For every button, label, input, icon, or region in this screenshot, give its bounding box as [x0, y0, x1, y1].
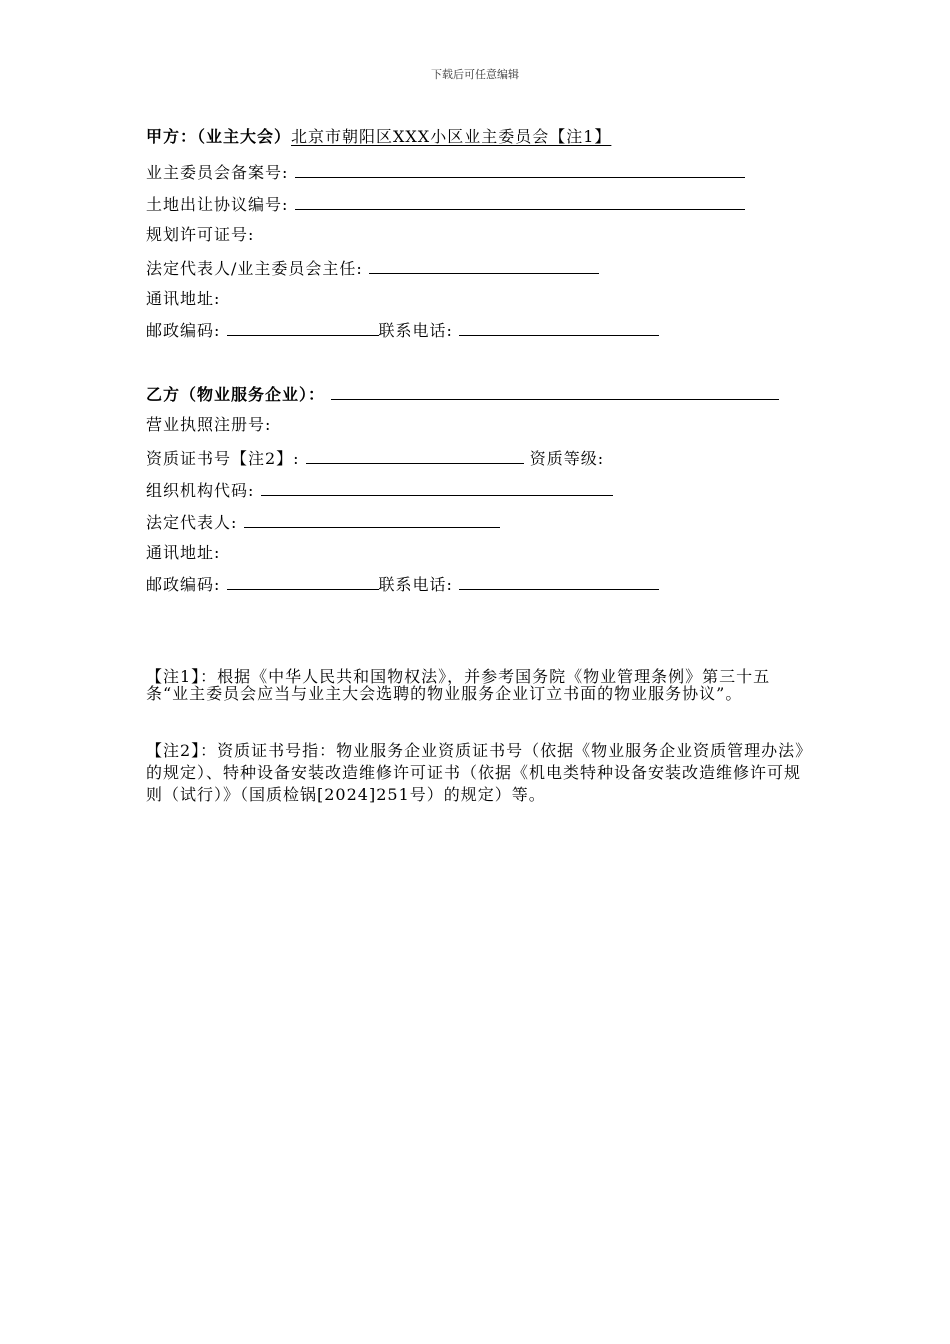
party-a-planning-row — [146, 224, 254, 246]
party-b-legal-label: 法定代表人: — [146, 513, 238, 532]
party-a-legal-row — [146, 256, 599, 280]
party-b-postcode-row — [146, 572, 659, 596]
party-a-title-row — [146, 126, 611, 148]
party-a-phone-blank[interactable] — [459, 318, 659, 336]
party-a-postcode-label: 邮政编码: — [146, 321, 221, 340]
party-b-org-row — [146, 478, 613, 502]
party-a-filing-label: 业主委员会备案号: — [146, 163, 289, 182]
party-a-filing-blank[interactable] — [295, 160, 745, 178]
party-b-label: 乙方（物业服务企业）： — [146, 385, 326, 404]
party-a-postcode-row — [146, 318, 659, 342]
party-a-filing-row — [146, 160, 745, 184]
party-b-postcode-blank[interactable] — [227, 572, 379, 590]
party-b-phone-blank[interactable] — [459, 572, 659, 590]
party-a-land-row — [146, 192, 745, 216]
party-a-label: 甲方：（业主大会） — [146, 127, 292, 146]
party-a-land-label: 土地出让协议编号: — [146, 195, 289, 214]
party-b-legal-row — [146, 510, 500, 534]
party-a-address-label: 通讯地址: — [146, 289, 221, 308]
party-a-legal-label: 法定代表人/业主委员会主任: — [146, 259, 363, 278]
party-a-name: 北京市朝阳区XXX小区业主委员会【注1】 — [291, 127, 612, 146]
party-b-phone-label: 联系电话: — [378, 575, 453, 594]
party-b-address-row — [146, 542, 220, 564]
party-a-land-blank[interactable] — [295, 192, 745, 210]
party-b-license-row — [146, 414, 271, 436]
party-b-org-blank[interactable] — [261, 478, 613, 496]
note-2: 【注2】：资质证书号指：物业服务企业资质证书号（依据《物业服务企业资质管理办法》的规定）、特种设备安装改造维修许可证书（依据《机电类特种设备安装改造维修许可规则（试行）》（国质检锅[2024]251号）的规定）等。 — [146, 741, 805, 804]
party-b-org-label: 组织机构代码: — [146, 481, 255, 500]
note-1: 【注1】：根据《中华人民共和国物权法》，并参考国务院《物业管理条例》第三十五条“业主委员会应当与业主大会选聘的物业服务企业订立书面的物业服务协议”。 — [146, 667, 771, 703]
party-a-planning-label: 规划许可证号: — [146, 225, 255, 244]
page-header: 下载后可任意编辑 — [431, 68, 519, 81]
party-b-postcode-label: 邮政编码: — [146, 575, 221, 594]
party-b-address-label: 通讯地址: — [146, 543, 221, 562]
party-b-cert-label: 资质证书号【注2】: — [146, 449, 300, 468]
party-b-legal-blank[interactable] — [244, 510, 500, 528]
party-b-name-blank[interactable] — [331, 382, 779, 400]
party-b-cert-row — [146, 446, 604, 470]
party-b-license-label: 营业执照注册号: — [146, 415, 272, 434]
party-a-legal-blank[interactable] — [369, 256, 599, 274]
party-b-level-label: 资质等级: — [529, 449, 605, 468]
party-a-address-row — [146, 288, 220, 310]
party-a-phone-label: 联系电话: — [378, 321, 453, 340]
party-b-title-row — [146, 382, 779, 406]
party-a-postcode-blank[interactable] — [227, 318, 379, 336]
party-b-cert-blank[interactable] — [306, 446, 524, 464]
